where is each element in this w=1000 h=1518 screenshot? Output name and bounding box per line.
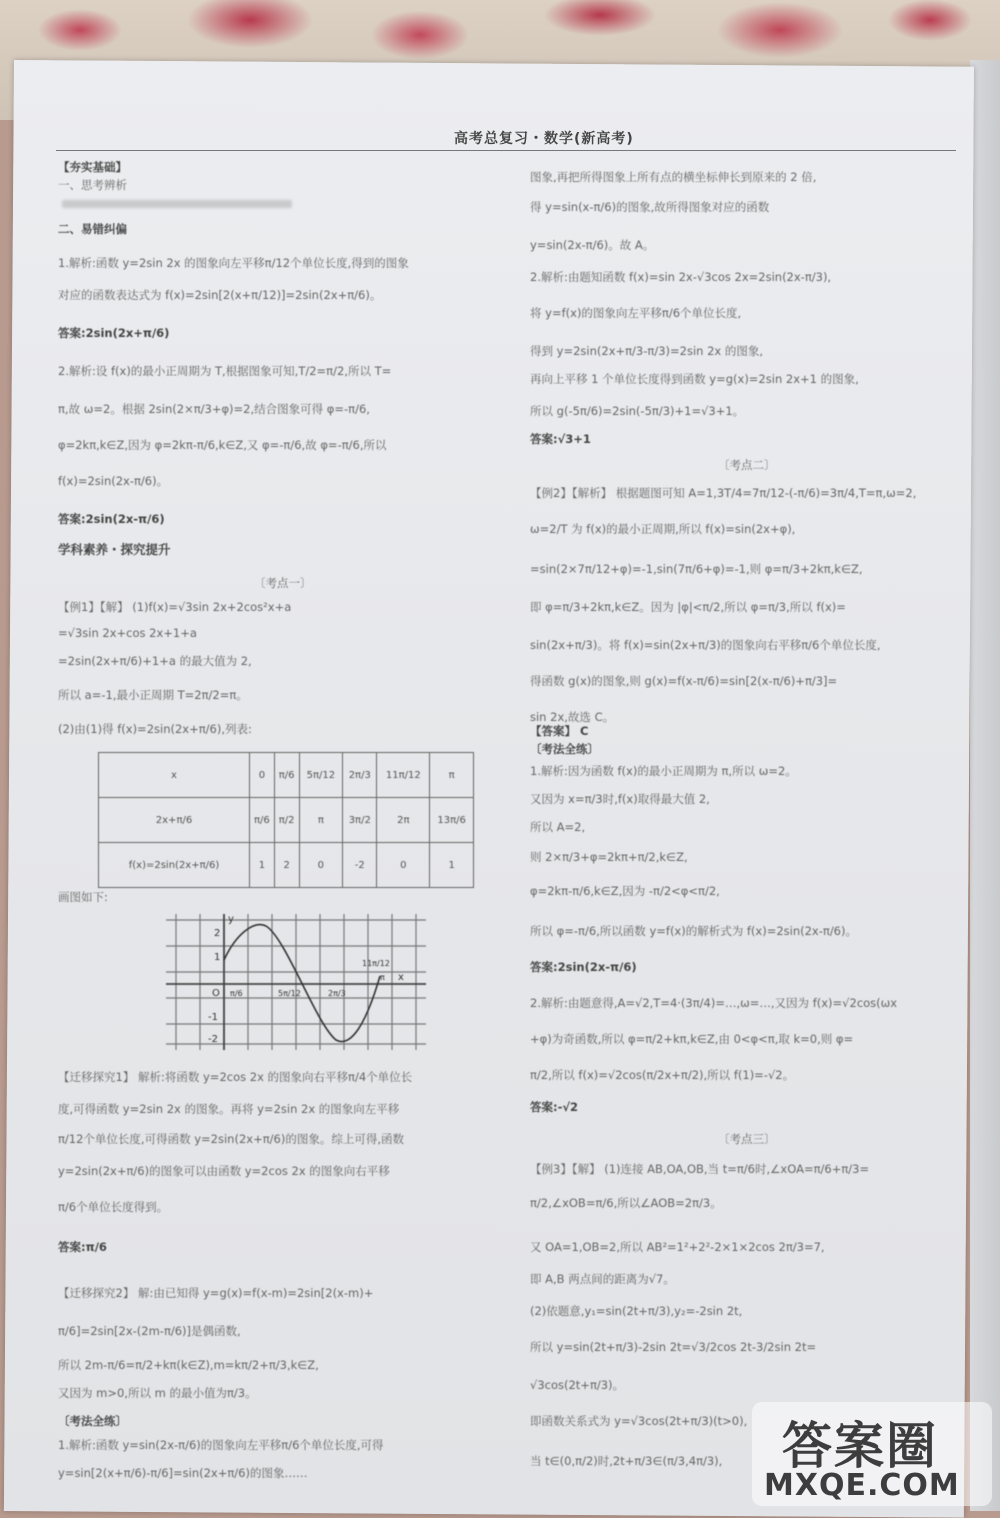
text-line: 又 OA=1,OB=2,所以 AB²=1²+2²-2×1×2cos 2π/3=7, (530, 1240, 825, 1254)
text-line: 得函数 g(x)的图象,则 g(x)=f(x-π/6)=sin[2(x-π/6)+π/3]= (530, 674, 838, 688)
text-line: =2sin(2x+π/6)+1+a 的最大值为 2, (58, 654, 252, 668)
text-line: π/6个单位长度得到。 (58, 1200, 169, 1214)
text-line: 得到 y=2sin(2x+π/3-π/3)=2sin 2x 的图象, (530, 344, 764, 358)
text-line: 所以 A=2, (530, 820, 586, 834)
section-heading: 学科素养・探究提升 (58, 542, 171, 557)
table-row (99, 753, 474, 798)
table-cell: 0 (299, 843, 343, 888)
text-line: φ=2kπ-π/6,k∈Z,因为 -π/2<φ<π/2, (530, 884, 720, 898)
y-tick-label: -2 (208, 1034, 218, 1045)
blurred-answers (62, 200, 292, 208)
answer-line: 答案:√3+1 (530, 432, 591, 446)
table-cell: π (299, 798, 343, 843)
section-heading: 【夯实基础】 (58, 160, 127, 174)
page-title: 高考总复习・数学(新高考) (454, 131, 634, 147)
text-line: y=sin(2x-π/6)。故 A。 (530, 238, 655, 252)
graph-grid (166, 914, 426, 1050)
text-line: π/12个单位长度,可得函数 y=2sin(2x+π/6)的图象。综上可得,函数 (58, 1132, 404, 1146)
table-cell: π/2 (274, 798, 299, 843)
text-line: 所以 φ=-π/6,所以函数 y=f(x)的解析式为 f(x)=2sin(2x-π/6)。 (530, 924, 857, 938)
text-line: φ=2kπ,k∈Z,因为 φ=2kπ-π/6,k∈Z,又 φ=-π/6,故 φ=-π/6,所以 (58, 438, 387, 452)
text-line: 图象,再把所得图象上所有点的横坐标伸长到原来的 2 倍, (530, 170, 817, 184)
sine-graph (166, 914, 426, 1050)
text-line: 【例2】【解析】 根据题图可知 A=1,3T/4=7π/12-(-π/6)=3π/4,T=π,ω=2, (530, 486, 917, 500)
answer-line: 答案:π/6 (58, 1240, 107, 1254)
text-line: =sin(2×7π/12+φ)=-1,sin(7π/6+φ)=-1,则 φ=π/3+2kπ,k∈Z, (530, 562, 863, 576)
x-tick-label: π/6 (230, 989, 243, 998)
text-line: 所以 g(-5π/6)=2sin(-5π/3)+1=√3+1。 (530, 404, 745, 418)
text-line: sin(2x+π/3)。将 f(x)=sin(2x+π/3)的图象向右平移π/6个单位长度, (530, 638, 881, 652)
text-line: √3cos(2t+π/3)。 (530, 1378, 625, 1392)
text-line: 又因为 m>0,所以 m 的最小值为π/3。 (58, 1386, 257, 1400)
text-line: f(x)=2sin(2x-π/6)。 (58, 474, 169, 488)
table-cell: 2 (274, 843, 299, 888)
text-line: (2)依题意,y₁=sin(2t+π/3),y₂=-2sin 2t, (530, 1304, 743, 1318)
text-line: 【例1】【解】 (1)f(x)=√3sin 2x+2cos²x+a (58, 600, 292, 614)
text-line: 即函数关系式为 y=√3cos(2t+π/3)(t>0), (530, 1414, 748, 1428)
text-line: 1.解析:函数 y=sin(2x-π/6)的图象向左平移π/6个单位长度,可得 (58, 1438, 384, 1452)
text-line: 所以 a=-1,最小正周期 T=2π/2=π。 (58, 688, 248, 702)
table-cell: 0 (250, 753, 275, 798)
text-line: y=sin[2(x+π/6)-π/6]=sin(2x+π/6)的图象…… (58, 1466, 308, 1480)
text-line: 1.解析:函数 y=2sin 2x 的图象向左平移π/12个单位长度,得到的图象 (58, 256, 409, 270)
section-heading: 〔考法全练〕 (530, 742, 599, 756)
text-line: 得 y=sin(x-π/6)的图象,故所得图象对应的函数 (530, 200, 770, 214)
table-cell: π (430, 753, 474, 798)
value-table (98, 752, 474, 888)
table-header-cell: 2x+π/6 (99, 798, 250, 843)
table-cell: 11π/12 (377, 753, 430, 798)
table-cell: 3π/2 (343, 798, 377, 843)
text-line: π/2,所以 f(x)=√2cos(π/2x+π/2),所以 f(1)=-√2。 (530, 1068, 795, 1082)
text-line: 【迁移探究1】 解析:将函数 y=2cos 2x 的图象向右平移π/4个单位长 (58, 1070, 413, 1084)
text-line: 所以 y=sin(2t+π/3)-2sin 2t=√3/2cos 2t-3/2sin 2t= (530, 1340, 817, 1354)
watermark-logo-text: 答案圈 (782, 1417, 938, 1475)
x-axis-label: x (398, 972, 404, 983)
text-line: π,故 ω=2。根据 2sin(2×π/3+φ)=2,结合图象可得 φ=-π/6, (58, 402, 370, 416)
table-cell: π/6 (274, 753, 299, 798)
text-line: 2.解析:由题意得,A=√2,T=4·(3π/4)=…,ω=…,又因为 f(x)=√2cos(ωx (530, 996, 898, 1010)
watermark-domain: MXQE.COM (764, 1468, 960, 1503)
origin-label: O (212, 988, 220, 999)
text-line: 度,可得函数 y=2sin 2x 的图象。再将 y=2sin 2x 的图象向左平移 (58, 1102, 400, 1116)
answer-line: 答案:2sin(2x+π/6) (58, 326, 170, 340)
text-line: 1.解析:因为函数 f(x)的最小正周期为 π,所以 ω=2。 (530, 764, 797, 778)
text-line: 将 y=f(x)的图象向左平移π/6个单位长度, (530, 306, 742, 320)
answer-line: 答案:-√2 (530, 1100, 579, 1114)
text-line: 当 t∈(0,π/2)时,2t+π/3∈(π/3,4π/3), (530, 1454, 723, 1468)
table-cell: 2π/3 (343, 753, 377, 798)
text-line: 再向上平移 1 个单位长度得到函数 y=g(x)=2sin 2x+1 的图象, (530, 372, 859, 386)
text-line: π/2,∠xOB=π/6,所以∠AOB=2π/3。 (530, 1196, 722, 1210)
table-cell: 1 (430, 843, 474, 888)
kaodian-label: 〔考点三〕 (718, 1132, 776, 1146)
x-tick-label: π (380, 973, 385, 982)
page-edge (970, 60, 1000, 1511)
answer-line: 答案:2sin(2x-π/6) (58, 512, 165, 526)
table-row (99, 843, 474, 888)
y-axis-label: y (228, 914, 234, 925)
text-line: 即 φ=π/3+2kπ,k∈Z。因为 |φ|<π/2,所以 φ=π/3,所以 f(x)= (530, 600, 846, 614)
y-tick-label: -1 (208, 1012, 218, 1023)
table-cell: -2 (343, 843, 377, 888)
answer-line: 答案:2sin(2x-π/6) (530, 960, 637, 974)
table-cell: 1 (250, 843, 275, 888)
table-cell: 5π/12 (299, 753, 343, 798)
table-cell: 2π (377, 798, 430, 843)
x-tick-label: 5π/12 (278, 989, 301, 998)
y-tick-label: 1 (214, 952, 221, 963)
table-header-cell: x (99, 753, 250, 798)
section-heading: 〔考法全练〕 (58, 1414, 127, 1428)
subsection-heading: 一、思考辨析 (58, 178, 127, 192)
text-line: (2)由(1)得 f(x)=2sin(2x+π/6),列表: (58, 722, 252, 736)
text-line: 画图如下: (58, 890, 108, 904)
text-line: 【迁移探究2】 解:由已知得 y=g(x)=f(x-m)=2sin[2(x-m)+ (58, 1286, 374, 1300)
text-line: 【例3】【解】 (1)连接 AB,OA,OB,当 t=π/6时,∠xOA=π/6+π/3= (530, 1162, 870, 1176)
table-header-cell: f(x)=2sin(2x+π/6) (99, 843, 250, 888)
text-line: 又因为 x=π/3时,f(x)取得最大值 2, (530, 792, 710, 806)
kaodian-label: 〔考点一〕 (254, 576, 312, 590)
text-line: 2.解析:由题知函数 f(x)=sin 2x-√3cos 2x=2sin(2x-π/3), (530, 270, 832, 284)
table-cell: π/6 (250, 798, 275, 843)
text-line: 所以 2m-π/6=π/2+kπ(k∈Z),m=kπ/2+π/3,k∈Z, (58, 1358, 319, 1372)
table-cell: 0 (377, 843, 430, 888)
kaodian-label: 〔考点二〕 (718, 458, 776, 472)
page-header (56, 126, 956, 151)
subsection-heading: 二、易错纠偏 (58, 222, 127, 236)
text-line: 2.解析:设 f(x)的最小正周期为 T,根据图象可知,T/2=π/2,所以 T= (58, 364, 392, 378)
text-line: 则 2×π/3+φ=2kπ+π/2,k∈Z, (530, 850, 688, 864)
table-cell: 13π/6 (430, 798, 474, 843)
answer-line: 【答案】 C (530, 724, 589, 738)
text-line: 对应的函数表达式为 f(x)=2sin[2(x+π/12)]=2sin(2x+π/6)。 (58, 288, 382, 302)
text-line: y=2sin(2x+π/6)的图象可以由函数 y=2cos 2x 的图象向右平移 (58, 1164, 390, 1178)
text-line: ω=2/T 为 f(x)的最小正周期,所以 f(x)=sin(2x+φ), (530, 522, 796, 536)
x-tick-label: 11π/12 (362, 959, 390, 968)
site-watermark (752, 1402, 992, 1506)
text-line: π/6]=2sin[2x-(2m-π/6)]是偶函数, (58, 1324, 241, 1338)
text-line: 即 A,B 两点间的距离为√7。 (530, 1272, 675, 1286)
text-line: sin 2x,故选 C。 (530, 710, 615, 724)
text-line: =√3sin 2x+cos 2x+1+a (58, 626, 197, 640)
table-row (99, 798, 474, 843)
x-tick-label: 2π/3 (328, 989, 346, 998)
y-tick-label: 2 (214, 928, 221, 939)
text-line: +φ)为奇函数,所以 φ=π/2+kπ,k∈Z,由 0<φ<π,取 k=0,则 φ= (530, 1032, 854, 1046)
